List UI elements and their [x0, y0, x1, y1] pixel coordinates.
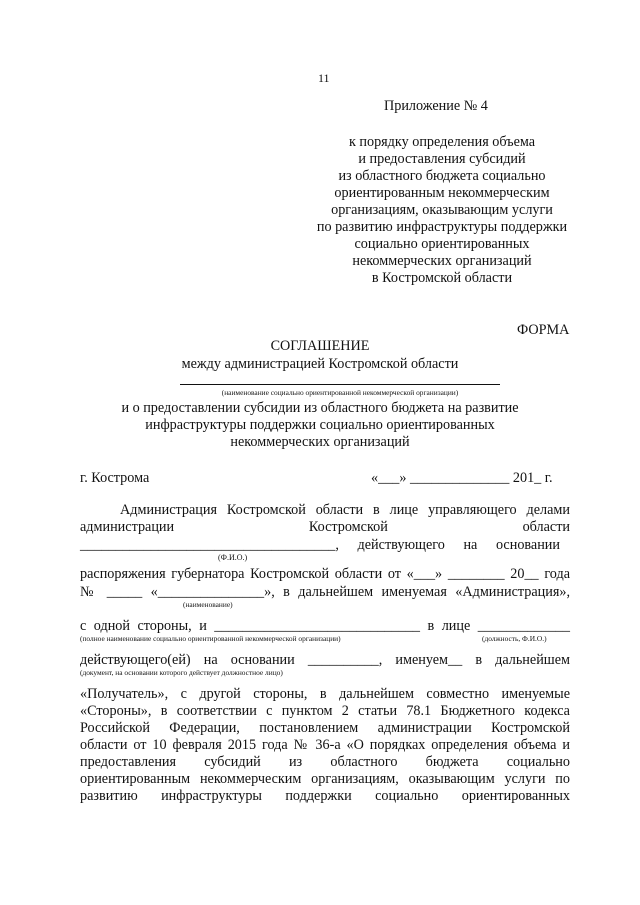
appendix-line: по развитию инфраструктуры поддержки	[316, 219, 568, 235]
appendix-line: некоммерческих организаций	[352, 253, 532, 269]
form-label: ФОРМА	[517, 322, 570, 338]
document-caption: (документ, на основании которого действует должностное лицо)	[80, 668, 283, 677]
appendix-line: в Костромской области	[371, 270, 513, 286]
body-line: Российской Федерации, постановлением администрации Костромской	[80, 720, 570, 736]
body-line: «Получатель», с другой стороны, в дальнейшем совместно именуемые	[80, 686, 570, 702]
org-name-caption: (наименование социально ориентированной некоммерческой организации)	[221, 388, 459, 397]
appendix-block	[302, 134, 582, 287]
agreement-title: СОГЛАШЕНИЕ	[270, 338, 370, 354]
body-line: ориентированным некоммерческим организациям, оказывающим услуги по	[80, 771, 570, 787]
appendix-line: и предоставления субсидий	[358, 151, 526, 167]
body-word: области	[522, 519, 570, 535]
agreement-subtitle: между администрацией Костромской области	[181, 356, 459, 372]
body-line: распоряжения губернатора Костромской области от «___» ________ 20__ года	[80, 566, 570, 582]
body-line: предоставления субсидий из областного бюджета социально	[80, 754, 570, 770]
appendix-line: организациям, оказывающим услуги	[331, 202, 553, 218]
appendix-line: ориентированным некоммерческим	[334, 185, 550, 201]
full-name-caption: (полное наименование социально ориентированной некоммерческой организации)	[80, 634, 341, 643]
agreement-subject-line: и о предоставлении субсидии из областного бюджета на развитие	[121, 400, 519, 416]
body-line: области от 10 февраля 2015 года № 36-а «О порядках определения объема и	[80, 737, 570, 753]
body-line: с одной стороны, и _____________________________ в лице _____________	[80, 618, 570, 634]
org-name-line	[180, 384, 500, 385]
agreement-subject-line: некоммерческих организаций	[230, 434, 410, 450]
body-line: «Стороны», в соответствии с пунктом 2 статьи 78.1 Бюджетного кодекса	[80, 703, 570, 719]
page-number: 11	[318, 71, 330, 85]
place-city: г. Кострома	[80, 470, 150, 486]
body-line: развитию инфраструктуры поддержки социально ориентированных	[80, 788, 570, 804]
appendix-line: к порядку определения объема	[348, 134, 536, 150]
body-line-spread	[80, 519, 570, 536]
place-date: «___» ______________ 201_ г.	[371, 470, 553, 486]
body-word: администрации	[80, 519, 175, 535]
fio-caption: (Ф.И.О.)	[218, 553, 248, 562]
name-caption: (наименование)	[183, 600, 233, 609]
agreement-subject-line: инфраструктуры поддержки социально ориентированных	[145, 417, 495, 433]
appendix-title: Приложение № 4	[384, 98, 488, 114]
body-line: № _____ «_______________», в дальнейшем именуемая «Администрация»,	[80, 584, 570, 600]
appendix-line: социально ориентированных	[354, 236, 530, 252]
body-line: Администрация Костромской области в лице управляющего делами	[120, 502, 570, 518]
position-caption: (должность, Ф.И.О.)	[482, 634, 547, 643]
appendix-line: из областного бюджета социально	[338, 168, 546, 184]
body-line: действующего(ей) на основании __________, именуем__ в дальнейшем	[80, 652, 570, 668]
body-line: ____________________________________, действующего на основании	[80, 537, 560, 553]
body-word: Костромской	[308, 519, 388, 535]
